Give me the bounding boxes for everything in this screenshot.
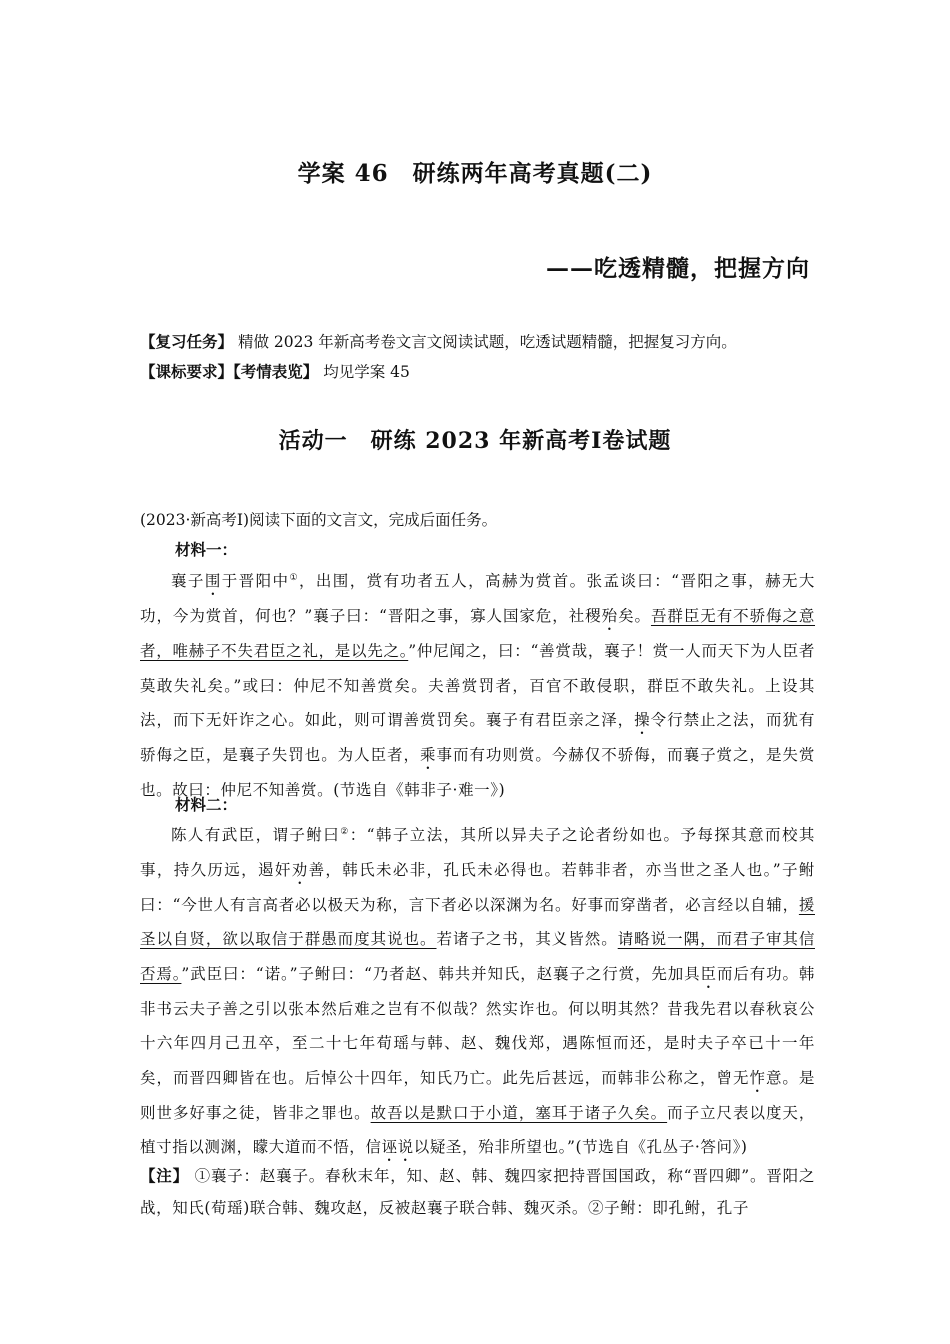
- emphasis-char: 诬说: [381, 1138, 414, 1157]
- underlined-sentence: 故吾以是默口于小道，塞耳于诸子久矣。: [370, 1103, 668, 1122]
- material-two-text: 陈人有武臣，谓子鲋曰②：“韩子立法，其所以异夫子之论者纷如也。予每探其意而校其事，持久历远，遏奸劝善，韩氏未必非，孔氏未必得也。若韩非者，亦当世之圣人也。”子鲋曰：“今世人有言高者必以极天为称，言下者必以深渊为名。好事而穿凿者，必言经以自辅，援圣以自贤，欲以取信于群愚而度其说也。若诸子之书，其义皆然。请略说一隅，而君子审其信否焉。”武臣曰：“诺。”子鲋曰：“乃者赵、韩共并知氏，赵襄子之行赏，先加具臣而后有功。韩非书云夫子善之引以张本然后难之岂有不似哉？然实诈也。何以明其然？昔我先君以春秋哀公十六年四月己丑卒，至二十七年荀瑶与韩、赵、魏伐郑，遇陈恒而还，是时夫子卒已十一年矣，而晋四卿皆在也。后悼公十四年，知氏乃亡。此先后甚远，而韩非公称之，曾无怍意。是则世多好事之徒，皆非之罪也。故吾以是默口于小道，塞耳于诸子久矣。而子立尺表以度天，植寸指以测渊，矇大道而不悟，信诬说以疑圣，殆非所望也。”(节选自《孔丛子·答问》): [140, 826, 815, 1157]
- underlined-sentence: 援圣以自贤，欲以取信于群愚而度其说也。: [140, 895, 815, 949]
- emphasis-char: 围: [204, 572, 222, 591]
- footnote-text: ①襄子：赵襄子。春秋末年，知、赵、韩、魏四家把持晋国国政，称“晋四卿”。晋阳之战，知氏(荀瑶)联合韩、魏攻赵，反被赵襄子联合韩、魏灭杀。②子鲋：即孔鲋，孔子: [140, 1167, 815, 1217]
- material-one-label: 材料一：: [175, 540, 238, 559]
- footnote-block: [140, 1160, 815, 1224]
- curriculum-tag: 【课标要求】【考情表览】: [140, 362, 319, 381]
- curriculum-line: [140, 358, 410, 386]
- emphasis-char: 操: [634, 711, 651, 730]
- footnote-ref-2: ②: [340, 827, 350, 837]
- material-one-text: 襄子围于晋阳中①，出围，赏有功者五人，高赫为赏首。张孟谈曰：“晋阳之事，赫无大功，今为赏首，何也？”襄子曰：“晋阳之事，寡人国家危，社稷殆矣。吾群臣无有不骄侮之意者，唯赫子不失君臣之礼，是以先之。”仲尼闻之，曰：“善赏哉，襄子！赏一人而天下为人臣者莫敢失礼矣。”或曰：仲尼不知善赏矣。夫善赏罚者，百官不敢侵职，群臣不敢失礼。上设其法，而下无奸诈之心。如此，则可谓善赏罚矣。襄子有君臣亲之泽，操令行禁止之法，而犹有骄侮之臣，是襄子失罚也。为人臣者，乘事而有功则赏。今赫仅不骄侮，而襄子赏之，是失赏也。故曰：仲尼不知善赏。(节选自《韩非子·难一》): [140, 572, 816, 800]
- emphasis-char: 殆: [601, 607, 619, 626]
- page-subtitle: ——吃透精髓，把握方向: [546, 255, 810, 282]
- page-title: 学案 46 研练两年高考真题(二): [297, 160, 653, 187]
- footnote-ref-1: ①: [289, 573, 299, 583]
- review-task-text: 精做 2023 年新高考卷文言文阅读试题，吃透试题精髓，把握复习方向。: [237, 333, 737, 351]
- review-task-line: [140, 328, 737, 356]
- underlined-sentence: 吾群臣无有不骄侮之意者，唯赫子不失君臣之礼，是以先之。: [140, 607, 816, 661]
- review-task-tag: 【复习任务】: [140, 332, 234, 351]
- footnote-tag: 【注】: [140, 1166, 189, 1185]
- underlined-sentence: 请略说一隅，而君子审其信否焉。: [140, 930, 815, 983]
- emphasis-char: 臣: [700, 964, 717, 983]
- activity-heading: 活动一 研练 2023 年新高考Ⅰ卷试题: [278, 428, 672, 454]
- emphasis-char: 乘: [420, 746, 437, 765]
- material-two-label: 材料二：: [175, 795, 238, 814]
- emphasis-char: 劝: [291, 860, 309, 879]
- curriculum-text: 均见学案 45: [323, 363, 410, 381]
- exam-source: (2023·新高考Ⅰ)阅读下面的文言文，完成后面任务。: [140, 511, 498, 529]
- emphasis-char: 怍: [749, 1068, 766, 1087]
